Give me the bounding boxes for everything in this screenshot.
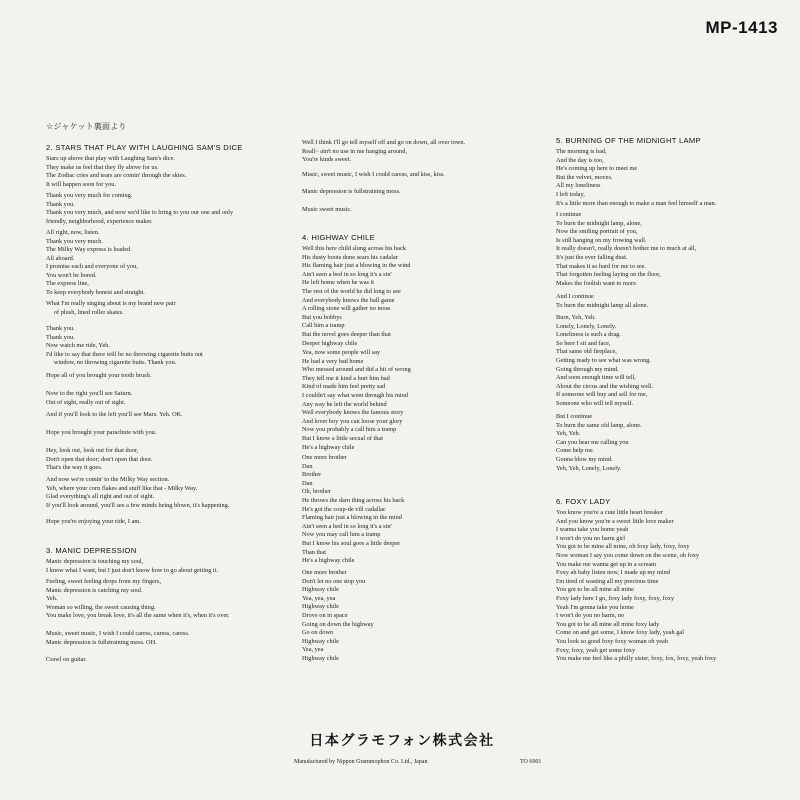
song-title-stars: 2. STARS THAT PLAY WITH LAUGHING SAM'S DICE <box>46 143 243 152</box>
lyric-stanza: Manic depression is fullstraining mess. <box>302 188 401 195</box>
lyric-stanza: And if you'll look to the left you'll see Mars. Yeh. OK. <box>46 411 183 418</box>
manufacturer-line: Manufactured by Nippon Grammophon Co. Ltd., Japan <box>294 759 428 765</box>
lyric-stanza: Well this here child slung across his back His dusty boots done sears his cadalar His flaming hair just a blowing in the wind Ain't seen a bed in so long it's a sin' He left home when he was it The rest of the world he did long to see And everybody knows the ball game A rolling stone will gather no moss But you bobbys Call him a tramp But the novel goes deeper than that Deeper highway chile <box>302 245 411 347</box>
lyric-stanza: Hope you're enjoying your ride, I am. <box>46 518 141 525</box>
lyric-stanza: Burn, Yeh, Yeh. Lonely, Lonely, Lonely. Loneliness is such a drag. So here I sit and face, That same old fireplace, Getting ready to see what was wrong. Going through my mind. And soon enough time will tell, About the circus and the wishing well. If someone will buy and sell for me, Someone who will tell myself. <box>556 314 654 407</box>
song-title-manic: 3. MANIC DEPRESSION <box>46 546 137 555</box>
lyric-stanza: Manic depression is touching my soul, I know what I want, but I just don't know how to go about getting it. <box>46 558 219 574</box>
lyric-stanza: And now we're comin' to the Milky Way section. Yeh, where your corn flakes and stuff like that - Milky Way. Glad everything's all right and out of sight. If you'll look around, you'll see a few minds being blown, it's happening. <box>46 476 230 509</box>
jacket-note: ☆ジャケット裏面より <box>46 121 127 131</box>
lyric-stanza: Hope all of you brought your tooth brush. <box>46 372 152 379</box>
lyric-stanza: Now to the right you'll see Saturn. Out of sight, really out of sight. <box>46 390 133 406</box>
lyric-stanza: Hope you brought your parachute with you. <box>46 429 157 436</box>
lyric-stanza: Feeling, sweet feeling drops from my fingers, Manic depression is catching my soul. Yeh. Woman so willing, the sweet causing thing. You make love, you break love, it's all the same when it's, when it's over. <box>46 578 230 620</box>
lyric-stanza: Well I think I'll go tell myself off and go on down, all over town. Reall~ ain't no use in me hanging around, You're kinds sweet. <box>302 139 466 164</box>
lyric-stanza: What I'm really singing about is my brand new pair of plush, lined roller skates. <box>46 300 176 316</box>
lyric-stanza: Music, sweet music, I wish I could caress, caress, caress. Manic depression is fullstraining mess. OH. <box>46 630 190 646</box>
company-logo-jp: 日本グラモフォン株式会社 <box>309 733 495 749</box>
song-title-midnight-lamp: 5. BURNING OF THE MIDNIGHT LAMP <box>556 136 701 145</box>
lyric-stanza: Stars up above that play with Laughing Sam's dice. They make us feel that they fly above for us. The Zodiac cries and tears are comin' through the skies. It will happen soon for you. <box>46 155 187 188</box>
lyric-stanza: I continue To burn the midnight lamp, alone, Now the smiling portrait of you, Is still hanging on my frowing wall. It really doesn't, really doesn't bother me to much at all, It's just the ever falling dust. That makes it so hard for me to see. That forgotten feeling laying on the floor, Makes the foolish want to more. <box>556 211 697 287</box>
to-number: TO 6901 <box>520 759 542 765</box>
song-title-foxy-lady: 6. FOXY LADY <box>556 497 611 506</box>
lyric-stanza: Hey, look out, look out for that door, Don't open that door; don't open that door. That's the way it goes. <box>46 447 153 472</box>
lyric-stanza: One more brother Don't let no one stop you Highway chile Yea, yea, yea Highway chile Drove on in space Going on down the highway Go on down Highway chile Yea, yea Highway chile <box>302 569 374 662</box>
lyric-stanza: Yea, now some people will say He had a very bad home Who messed around and did a bit of wrong They tell me it kind a hurt him bad Kind of made him feel pretty sad I couldn't say what went through his mind Any way he left the world behind Well everybody knows the famous story And lover boy you can loose your glory Now you probably a call him a tramp But I know a little secual of that He's a highway chile <box>302 349 411 451</box>
lyric-stanza: One more brother Dan Brother Dan Oh, brother He throws the darn thing across his back He's got the coup-de vill cadallac Flaming hair just a blowing in the mind Ain't seen a bed in so long it's a sin' Now you may call him a tramp But I know his soul goes a little deeper Than that He's a highway chile <box>302 454 405 565</box>
lyric-stanza: The express line, To keep everybody honest and straight. <box>46 280 145 296</box>
lyric-stanza: But I continue To burn the same old lamp, alone. Yeh, Yeh. Can you hear me calling you Come help me. Gonna blow my mind. Yeh, Yeh, Lonely, Lonely. <box>556 413 642 472</box>
lyric-stanza: Crawl on guitar. <box>46 656 87 663</box>
lyric-stanza: Thank you very much for coming. Thank you. Thank you very much, and now we'd like to bring to you our one and only friendly, neighborhood, experience maker. <box>46 192 234 225</box>
lyric-stanza: You know you're a cute little heart breaker And you know you're a sweet little love maker I wanna take you home yeah I won't do you no harm girl You got to be mine all mine, oh foxy lady, foxy, foxy Now woman I say you come down on the scene, oh foxy You make me wanna get up in a scream Foxy ah baby listen now, I made up my mind I'm tired of wasting all my precious time You got to be all mine all mine Foxy lady here I go, foxy lady foxy, foxy, foxy Yeah I'm gonna take you home I won't do you no harm, no You got to be all mine all mine foxy lady Come on and get some, I know foxy lady, yeah gal You look so good foxy foxy woman oh yeah Foxy, foxy, yeah get some foxy You make me feel like a philly sister, foxy, fox, foxy, yeah foxy <box>556 509 717 663</box>
lyric-stanza: And I continue To burn the midnight lamp all alone. <box>556 293 649 309</box>
lyric-stanza: The morning is bad, And the day is too, He's coming up here to meet me But the velvet, moves. All my loneliness I left today, It's a little more than enough to make a man feel himself a man. <box>556 148 717 207</box>
catalog-number: MP-1413 <box>705 18 778 37</box>
lyric-stanza: Music, sweet music, I wish I could caress, and kiss, kiss. <box>302 171 445 178</box>
lyric-stanza: Music sweet music. <box>302 206 352 213</box>
lyric-stanza: All right, now, listen. Thank you very much. The Milky Way express is loaded. All aboard. I promise each and everyone of you, You won't be bored. <box>46 229 138 279</box>
song-title-highway: 4. HIGHWAY CHILE <box>302 233 376 242</box>
lyric-stanza: Thank you. Thank you. Now watch me ride, Yeh. I'd like to say that there will be no throwing cigarette butts out window, no throwing cigarette butts. Thank you. <box>46 325 203 367</box>
